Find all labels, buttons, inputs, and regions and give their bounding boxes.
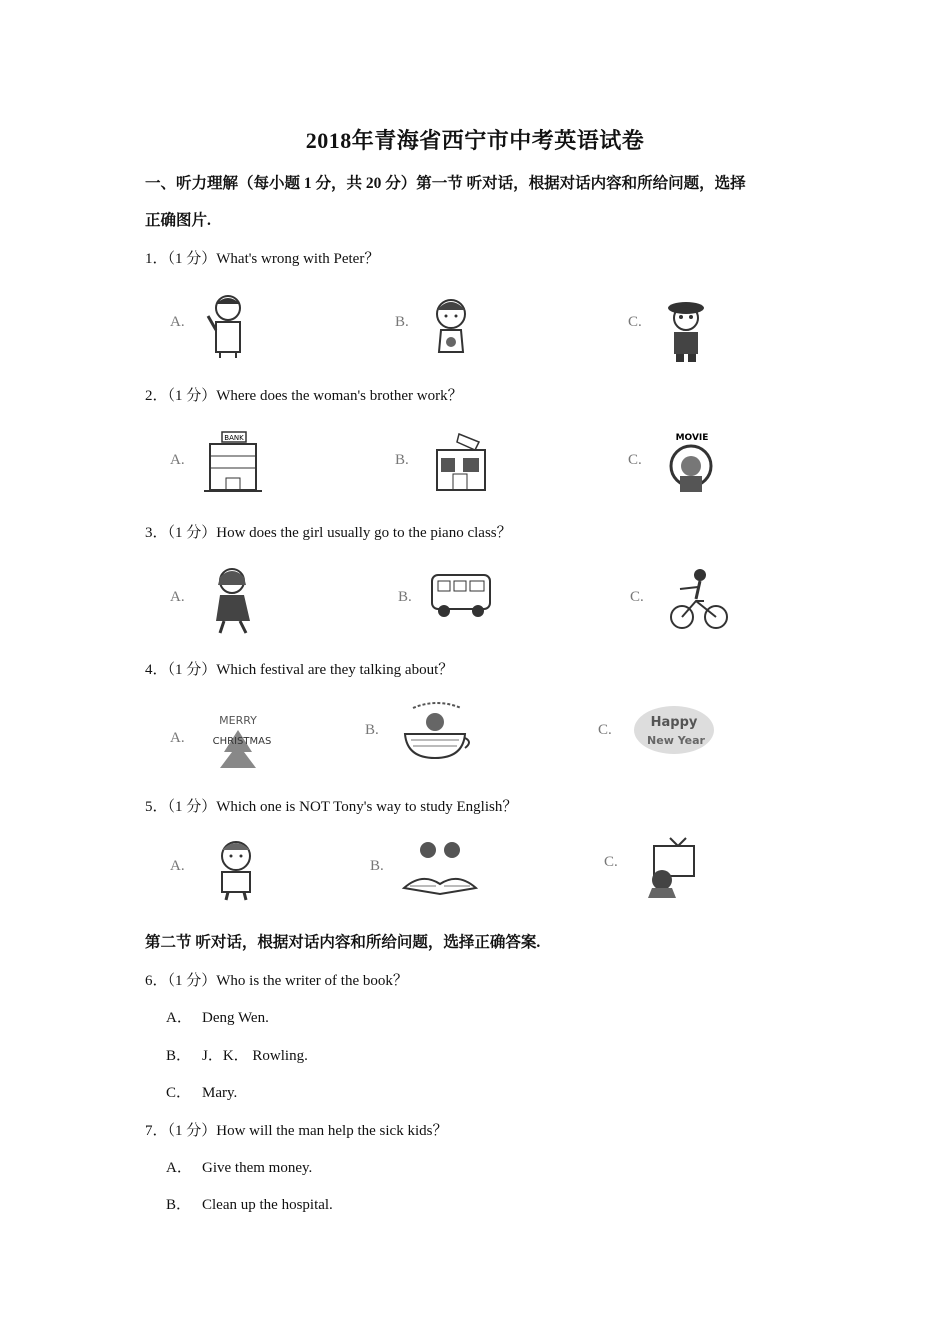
option-text: Clean up the hospital.	[202, 1197, 333, 1213]
q7-option-b[interactable]	[166, 1195, 333, 1215]
question-3: 3．（1 分）How does the girl usually go to the piano class？	[145, 525, 512, 541]
christmas-tree-icon	[198, 700, 278, 776]
q5-option-c[interactable]	[604, 836, 754, 918]
q6-option-c[interactable]	[166, 1083, 237, 1103]
q1-option-b[interactable]	[395, 290, 545, 372]
option-letter: A．	[166, 1010, 192, 1026]
q3-option-c[interactable]	[630, 565, 780, 647]
reading-book-icon	[398, 836, 478, 898]
bank-sign: BANK	[224, 434, 244, 442]
section-1-heading-cont: 正确图片.	[145, 212, 211, 229]
question-2: 2．（1 分）Where does the woman's brother work？	[145, 388, 463, 404]
q3-option-b[interactable]	[398, 565, 548, 647]
option-label: A.	[170, 314, 185, 330]
option-label: A.	[170, 858, 185, 874]
q7-option-a[interactable]	[166, 1158, 312, 1178]
bicycle-icon	[658, 565, 730, 633]
question-7: 7．（1 分）How will the man help the sick kids？	[145, 1123, 448, 1139]
q6-option-b[interactable]	[166, 1046, 308, 1066]
option-letter: C．	[166, 1085, 192, 1101]
section-2-heading: 第二节 听对话，根据对话内容和所给问题，选择正确答案.	[145, 934, 541, 951]
christmas-text-1: MERRY	[219, 714, 257, 727]
bank-building-icon	[198, 428, 268, 496]
thanksgiving-turkey-icon	[393, 700, 473, 764]
shop-building-icon	[423, 428, 493, 496]
q4-option-c[interactable]	[598, 700, 748, 782]
q2-option-c[interactable]	[628, 428, 778, 510]
option-label: B.	[370, 858, 384, 874]
boy-fever-icon	[656, 290, 716, 364]
q1-option-a[interactable]	[170, 290, 320, 372]
q5-option-b[interactable]	[370, 836, 520, 918]
boy-talking-icon	[198, 836, 268, 902]
option-label: B.	[365, 722, 379, 738]
option-letter: A．	[166, 1160, 192, 1176]
question-5: 5．（1 分）Which one is NOT Tony's way to study English？	[145, 799, 518, 815]
q2-option-b[interactable]	[395, 428, 545, 510]
q3-option-a[interactable]	[170, 565, 320, 647]
q2-option-a[interactable]	[170, 428, 320, 510]
section-1-heading: 一、听力理解（每小题 1 分，共 20 分）第一节 听对话，根据对话内容和所给问题，选择	[145, 175, 746, 192]
newyear-text-1: Happy	[650, 715, 698, 730]
option-text: Deng Wen.	[202, 1010, 269, 1026]
option-letter: B．	[166, 1197, 192, 1213]
option-label: A.	[170, 730, 185, 746]
option-text: Mary.	[202, 1085, 238, 1101]
option-label: B.	[398, 589, 412, 605]
question-4: 4．（1 分）Which festival are they talking about？	[145, 662, 454, 678]
option-text: J．K． Rowling.	[202, 1048, 308, 1064]
option-label: C.	[630, 589, 644, 605]
question-1: 1．（1 分）What's wrong with Peter？	[145, 251, 380, 267]
option-label: B.	[395, 314, 409, 330]
bus-icon	[426, 565, 496, 625]
option-text: Give them money.	[202, 1160, 313, 1176]
boy-toothache-icon	[198, 290, 258, 360]
new-year-icon	[626, 700, 716, 760]
q4-option-b[interactable]	[365, 700, 515, 782]
option-label: C.	[604, 854, 618, 870]
girl-walking-icon	[198, 565, 268, 637]
newyear-text-2: New Year	[647, 734, 705, 747]
option-label: C.	[628, 452, 642, 468]
q6-option-a[interactable]	[166, 1008, 269, 1028]
boy-stomachache-icon	[423, 290, 483, 360]
page-title: 2018年青海省西宁市中考英语试卷	[305, 128, 645, 153]
option-letter: B．	[166, 1048, 192, 1064]
option-label: B.	[395, 452, 409, 468]
option-label: A.	[170, 589, 185, 605]
q1-option-c[interactable]	[628, 290, 778, 372]
movie-sign: MOVIE	[675, 433, 709, 443]
option-label: A.	[170, 452, 185, 468]
q5-option-a[interactable]	[170, 836, 320, 918]
christmas-text-2: CHRISTMAS	[212, 736, 272, 747]
watching-tv-icon	[632, 836, 702, 900]
option-label: C.	[598, 722, 612, 738]
q4-option-a[interactable]	[170, 700, 320, 782]
option-label: C.	[628, 314, 642, 330]
question-6: 6．（1 分）Who is the writer of the book？	[145, 973, 408, 989]
cinema-building-icon	[656, 428, 726, 498]
